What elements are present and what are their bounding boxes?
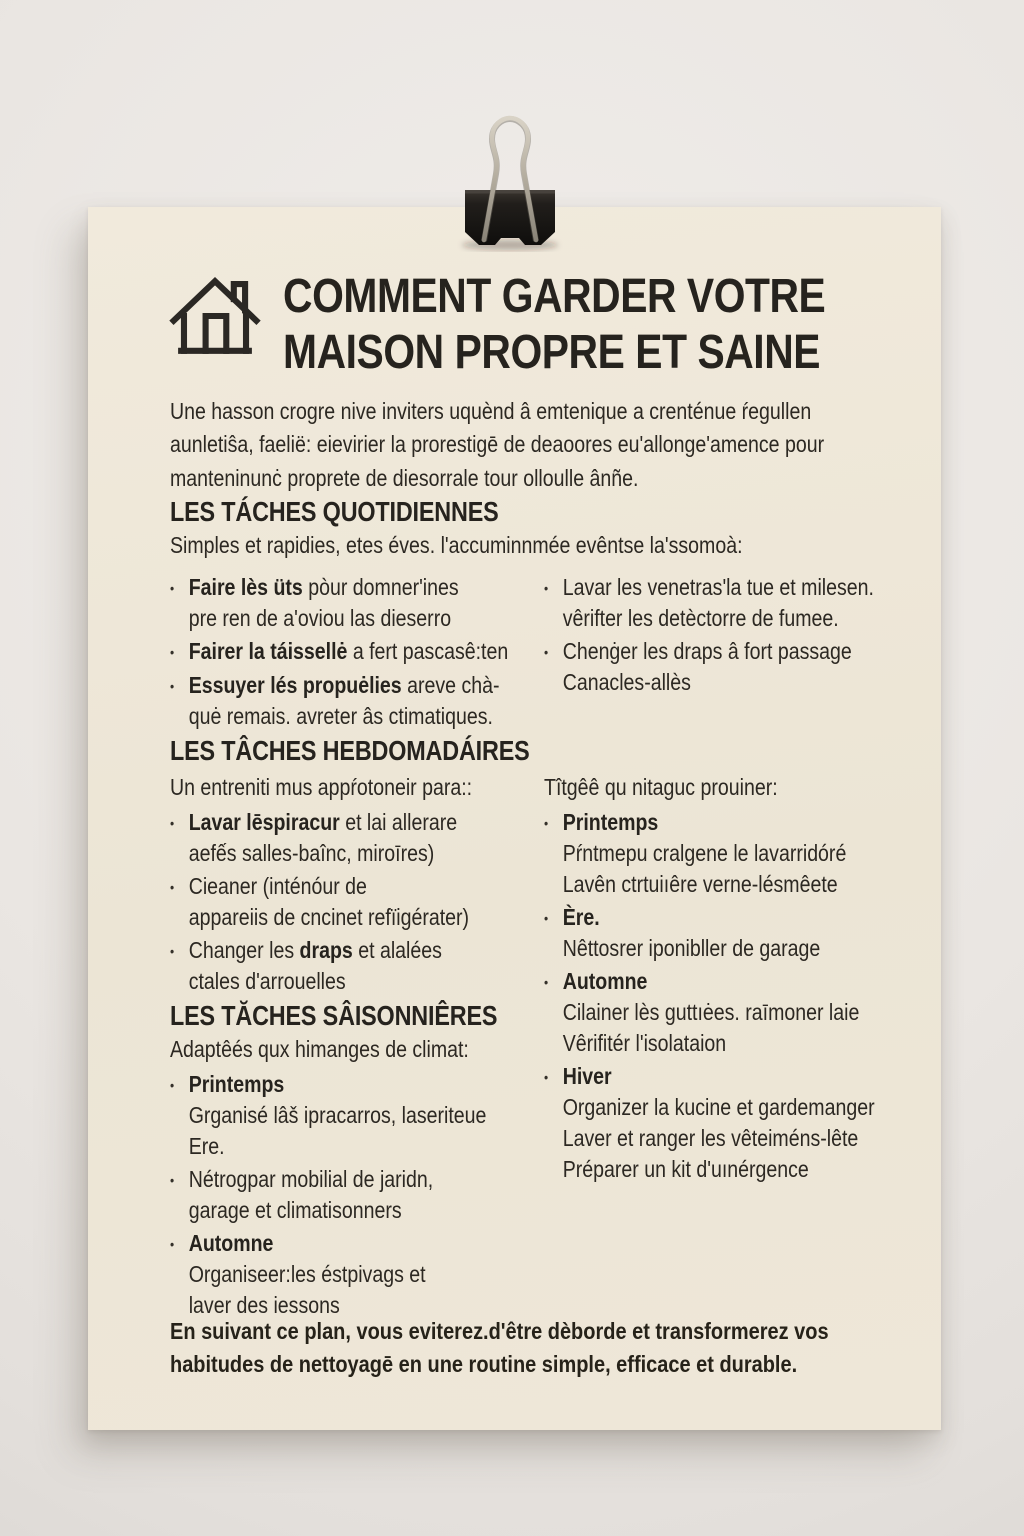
section-heading-daily: LES TÁCHES QUOTIDIENNES [170, 496, 499, 528]
footer-line1: En suivant ce plan, vous eviterez.d'être dèborde et transformerez vos [170, 1318, 829, 1345]
poster-title-line2: MAISON PROPRE ET SAINE [283, 326, 821, 379]
list-item-text: Lavar les venetras'la tue et milesen. vêrifter les detèctorre de fumee. [562, 574, 874, 632]
daily-tasks-right-list [544, 572, 895, 698]
list-item [544, 572, 895, 634]
list-item-text: Nétrogpar mobilial de jaridn, garage et climatisonners [188, 1166, 434, 1224]
bullet-icon: • [170, 1172, 175, 1189]
bullet-icon: • [544, 974, 549, 991]
bullet-icon: • [544, 815, 549, 832]
daily-column-right [544, 568, 895, 734]
list-item-text: Hiver Organizer la kucine et gardemanger Laver et ranger les vêteiméns-lête Préparer un kit d'uınérgence [562, 1063, 875, 1183]
bullet-icon: • [544, 644, 549, 661]
list-item-text: Essuyer lés propuėlies areve chà- quė remais. avreter âs ctimatiques. [188, 672, 500, 730]
list-item [170, 670, 536, 732]
list-item-text: Chenġer les draps â fort passage Canacles-allès [562, 638, 852, 696]
bullet-icon: • [544, 580, 549, 597]
list-item [544, 807, 895, 900]
weekly-column-right [544, 771, 895, 1323]
poster-content [170, 265, 895, 1405]
list-item-text: Printemps Grganisé lâš ipracarros, laseriteue Ere. [188, 1071, 487, 1160]
bullet-icon: • [170, 1236, 175, 1253]
seasonal-tasks-right-list [544, 807, 895, 1185]
weekly-tasks-list [170, 807, 536, 997]
weekly-column-left [170, 771, 536, 1323]
section-heading-seasonal: LES TĂCHES SÂISONNIÊRES [170, 1000, 498, 1032]
seasonal-tasks-left-list [170, 1069, 536, 1321]
weekly-seasonal-columns [170, 771, 895, 1323]
intro-paragraph: Une hasson crogre nive inviters uquènd â emtenique a crenténue ŕegullen aunletiŝa, faelië: eievirier la prorestigē de deaoores eu'allonge'amence pour manteninunċ proprete de diesorrale tour olloulle ânñe. [170, 398, 825, 491]
list-item-text: Automne Cilainer lès guttıėes. raīmoner laie Vêrifitér l'isolataion [562, 968, 860, 1057]
poster-title [283, 269, 895, 381]
list-item-text: Faire lès üts pòur domner'ines pre ren de a'oviou las dieserro [188, 574, 459, 632]
binder-clip-icon [453, 112, 568, 252]
weekly-subline-left: Un entreniti mus appŕotoneir para:: [170, 774, 473, 801]
bullet-icon: • [170, 1077, 175, 1094]
list-item [544, 636, 895, 698]
list-item [170, 1228, 536, 1321]
bullet-icon: • [544, 910, 549, 927]
poster-paper [88, 207, 941, 1430]
daily-tasks-left-list [170, 572, 536, 732]
bullet-icon: • [170, 943, 175, 960]
list-item [170, 1164, 536, 1226]
weekly-subline-right: Tîtgêê qu nitaguc prouiner: [544, 774, 778, 801]
list-item [170, 935, 536, 997]
list-item-text: Cieaner (inténóur de appareiis de cncinet refïigérater) [188, 873, 470, 931]
list-item-text: Lavar lēspiracur et lai allerare aefếs salles-baînc, miroīres) [188, 809, 458, 867]
bullet-icon: • [170, 644, 175, 661]
list-item-text: Printemps Pŕntmepu cralgene le lavarridóré Lavên ctrtuiıêre verne-lésmêete [562, 809, 847, 898]
list-item-text: Automne Organiseer:les éstpivags et laver des iessons [188, 1230, 426, 1319]
list-item [544, 902, 895, 964]
section-heading-weekly: LES TÂCHES HEBDOMADÁIRES [170, 735, 530, 767]
list-item [170, 636, 536, 668]
list-item [170, 572, 536, 634]
daily-columns [170, 568, 895, 734]
footer-line2: habitudes de nettoyagē en une routine simple, efficace et durable. [170, 1351, 798, 1378]
footer-paragraph [170, 1315, 895, 1381]
list-item [544, 1061, 895, 1185]
poster-title-line1: COMMENT GARDER VOTRE [283, 270, 826, 323]
seasonal-subline: Adaptêés qux himanges de climat: [170, 1036, 469, 1063]
list-item [544, 966, 895, 1059]
list-item [170, 1069, 536, 1162]
daily-column-left [170, 568, 536, 734]
list-item [170, 807, 536, 869]
list-item-text: Fairer la táissellė a fert pascasê:ten [188, 638, 509, 665]
bullet-icon: • [170, 879, 175, 896]
bullet-icon: • [544, 1069, 549, 1086]
bullet-icon: • [170, 815, 175, 832]
list-item-text: Changer les draps et alalées ctales d'arrouelles [188, 937, 442, 995]
list-item-text: Ère. Nêttosrer iponibller de garage [562, 904, 821, 962]
list-item [170, 871, 536, 933]
bullet-icon: • [170, 580, 175, 597]
bullet-icon: • [170, 678, 175, 695]
daily-subline: Simples et rapidies, etes éves. l'accuminnmée evêntse la'ssomoà: [170, 532, 743, 559]
